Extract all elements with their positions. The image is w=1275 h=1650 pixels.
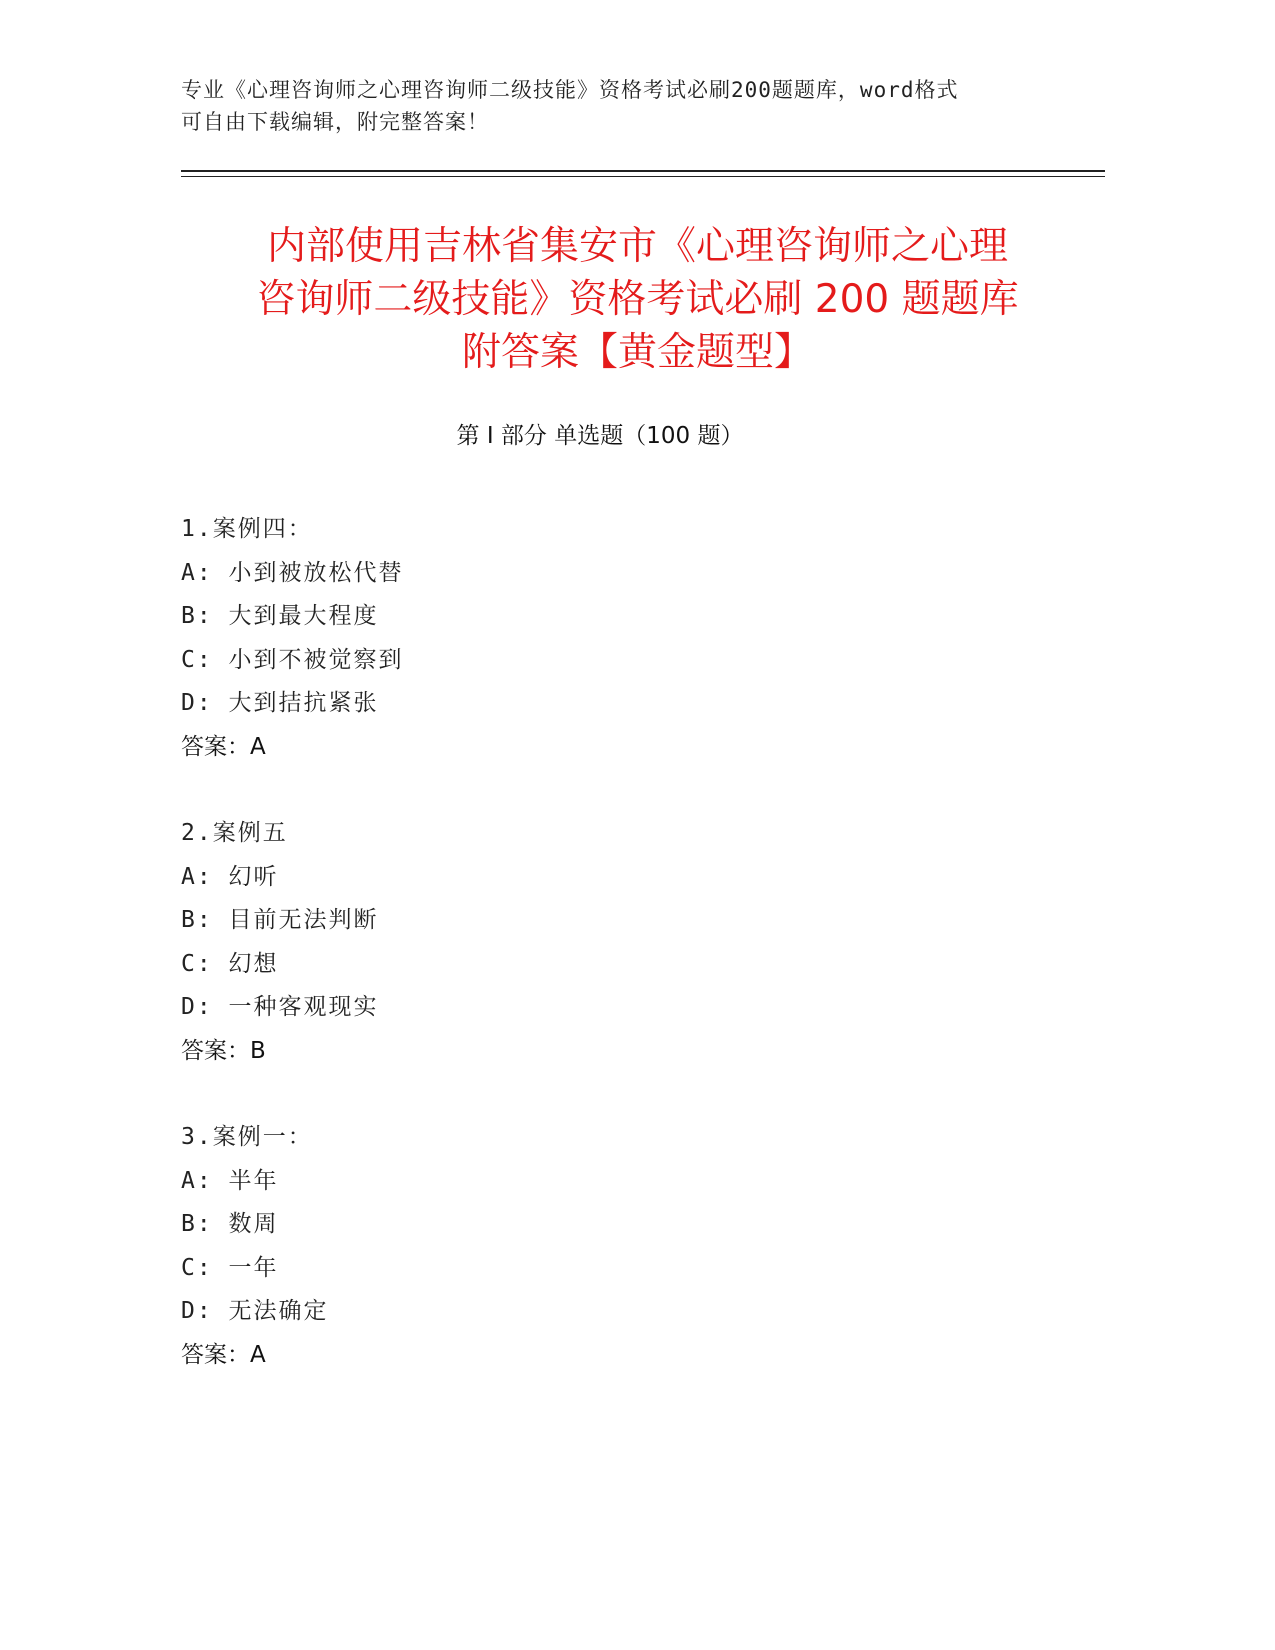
section-heading: 第 I 部分 单选题（100 题） <box>456 423 744 449</box>
header-divider-thin <box>181 176 1105 177</box>
option-c: C: 一年 <box>181 1254 279 1281</box>
option-c: C: 幻想 <box>181 950 279 977</box>
question-item <box>181 508 1081 769</box>
document-title-line-2: 咨询师二级技能》资格考试必刷 200 题题库 <box>256 277 1019 322</box>
header-divider-thick <box>181 170 1105 172</box>
question-stem: 3.案例一： <box>181 1124 313 1150</box>
question-item <box>181 1116 1081 1377</box>
option-a: A: 幻听 <box>181 863 279 890</box>
answer-key: 答案：A <box>181 733 266 760</box>
answer-key: 答案：B <box>181 1037 266 1064</box>
answer-key: 答案：A <box>181 1341 266 1368</box>
header-note-line-1: 专业《心理咨询师之心理咨询师二级技能》资格考试必刷200题题库，word格式 <box>181 78 959 102</box>
option-a: A: 半年 <box>181 1167 279 1194</box>
question-list <box>181 508 1081 1420</box>
option-d: D: 无法确定 <box>181 1298 329 1324</box>
option-d: D: 大到拮抗紧张 <box>181 690 379 716</box>
document-title-line-3: 附答案【黄金题型】 <box>461 330 813 375</box>
question-item <box>181 812 1081 1073</box>
document-title <box>150 220 1125 379</box>
option-b: B: 大到最大程度 <box>181 603 379 629</box>
option-b: B: 目前无法判断 <box>181 907 379 933</box>
option-a: A: 小到被放松代替 <box>181 559 404 586</box>
document-title-line-1: 内部使用吉林省集安市《心理咨询师之心理 <box>266 224 1008 269</box>
question-stem: 1.案例四： <box>181 516 313 542</box>
header-note <box>181 74 1061 138</box>
option-c: C: 小到不被觉察到 <box>181 646 404 673</box>
option-d: D: 一种客观现实 <box>181 994 379 1020</box>
header-note-line-2: 可自由下载编辑，附完整答案！ <box>181 110 489 134</box>
option-b: B: 数周 <box>181 1211 279 1237</box>
question-stem: 2.案例五 <box>181 820 288 846</box>
